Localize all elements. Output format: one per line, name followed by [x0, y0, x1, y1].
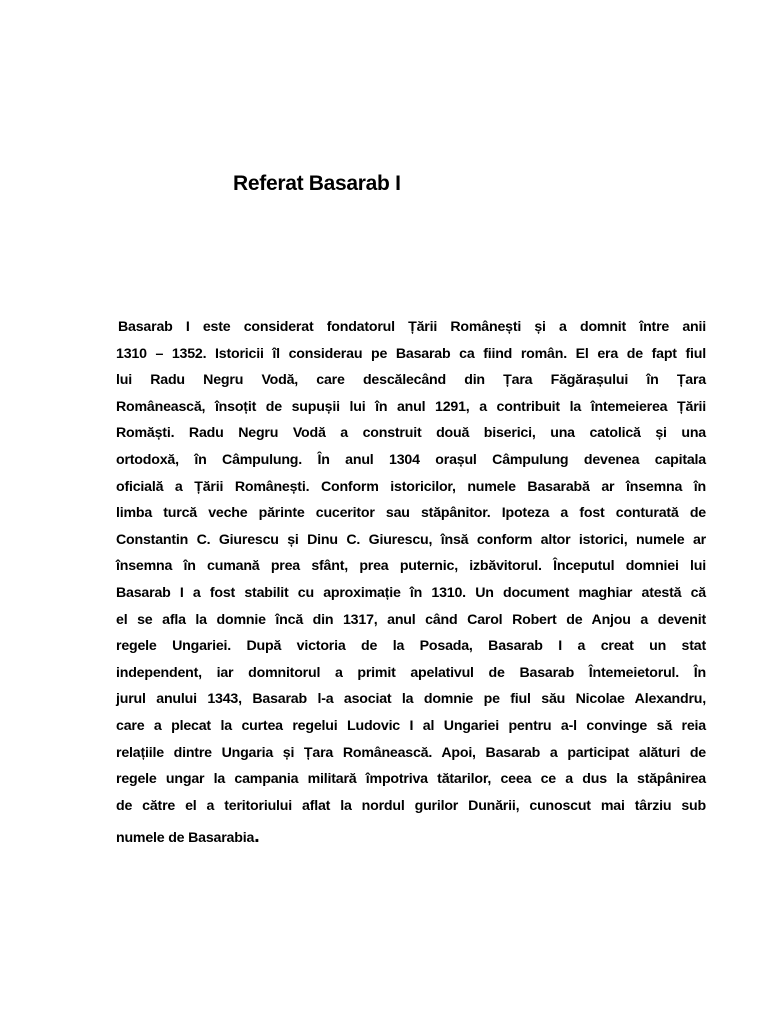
paragraph-line: oficială a Țării Românești. Conform istoricilor, numele Basarabă ar însemna în: [116, 478, 706, 495]
paragraph-last-line: [116, 825, 706, 852]
paragraph-line: de către el a teritoriului aflat la nordul gurilor Dunării, cunoscut mai târziu sub: [116, 797, 706, 814]
paragraph-line: 1310 – 1352. Istoricii îl considerau pe Basarab ca fiind român. El era de fapt fiul: [116, 345, 706, 362]
paragraph-line: lui Radu Negru Vodă, care descălecând din Țara Făgărașului în Țara: [116, 372, 706, 389]
paragraph-line: independent, iar domnitorul a primit apelativul de Basarab Întemeietorul. În: [116, 664, 706, 681]
paragraph-line: Basarab I a fost stabilit cu aproximație în 1310. Un document maghiar atestă că: [116, 584, 706, 601]
paragraph-line: el se afla la domnie încă din 1317, anul când Carol Robert de Anjou a devenit: [116, 611, 706, 628]
paragraph-line: limba turcă veche părinte cuceritor sau stăpânitor. Ipoteza a fost conturată de: [116, 505, 706, 522]
paragraph-line: regele ungar la campania militară împotriva tătarilor, ceea ce a dus la stăpânirea: [116, 771, 706, 788]
paragraph-line: jurul anului 1343, Basarab l-a asociat la domnie pe fiul său Nicolae Alexandru,: [116, 691, 706, 708]
paragraph-line: Romăști. Radu Negru Vodă a construit două biserici, una catolică și una: [116, 425, 706, 442]
paragraph-line: Românească, însoțit de supușii lui în anul 1291, a contribuit la întemeierea Țării: [116, 398, 706, 415]
document-title: Referat Basarab I: [233, 172, 401, 195]
paragraph-line: ortodoxă, în Câmpulung. În anul 1304 orașul Câmpulung devenea capitala: [116, 451, 706, 468]
paragraph-line: Constantin C. Giurescu și Dinu C. Giurescu, însă conform altor istorici, numele ar: [116, 531, 706, 548]
paragraph-line: regele Ungariei. După victoria de la Posada, Basarab I a creat un stat: [116, 638, 706, 655]
paragraph-line: însemna în cumană prea sfânt, prea puternic, izbăvitorul. Începutul domniei lui: [116, 558, 706, 575]
last-line-text: numele de Basarabia: [116, 830, 255, 847]
paragraph-line: Basarab I este considerat fondatorul Țării Românești și a domnit între anii: [118, 319, 706, 335]
document-paragraph: [116, 314, 706, 852]
end-period: .: [254, 825, 260, 848]
paragraph-line: care a plecat la curtea regelui Ludovic I al Ungariei pentru a-l convinge să reia: [116, 717, 706, 734]
paragraph-line: relațiile dintre Ungaria și Țara Românească. Apoi, Basarab a participat alături de: [116, 744, 706, 761]
